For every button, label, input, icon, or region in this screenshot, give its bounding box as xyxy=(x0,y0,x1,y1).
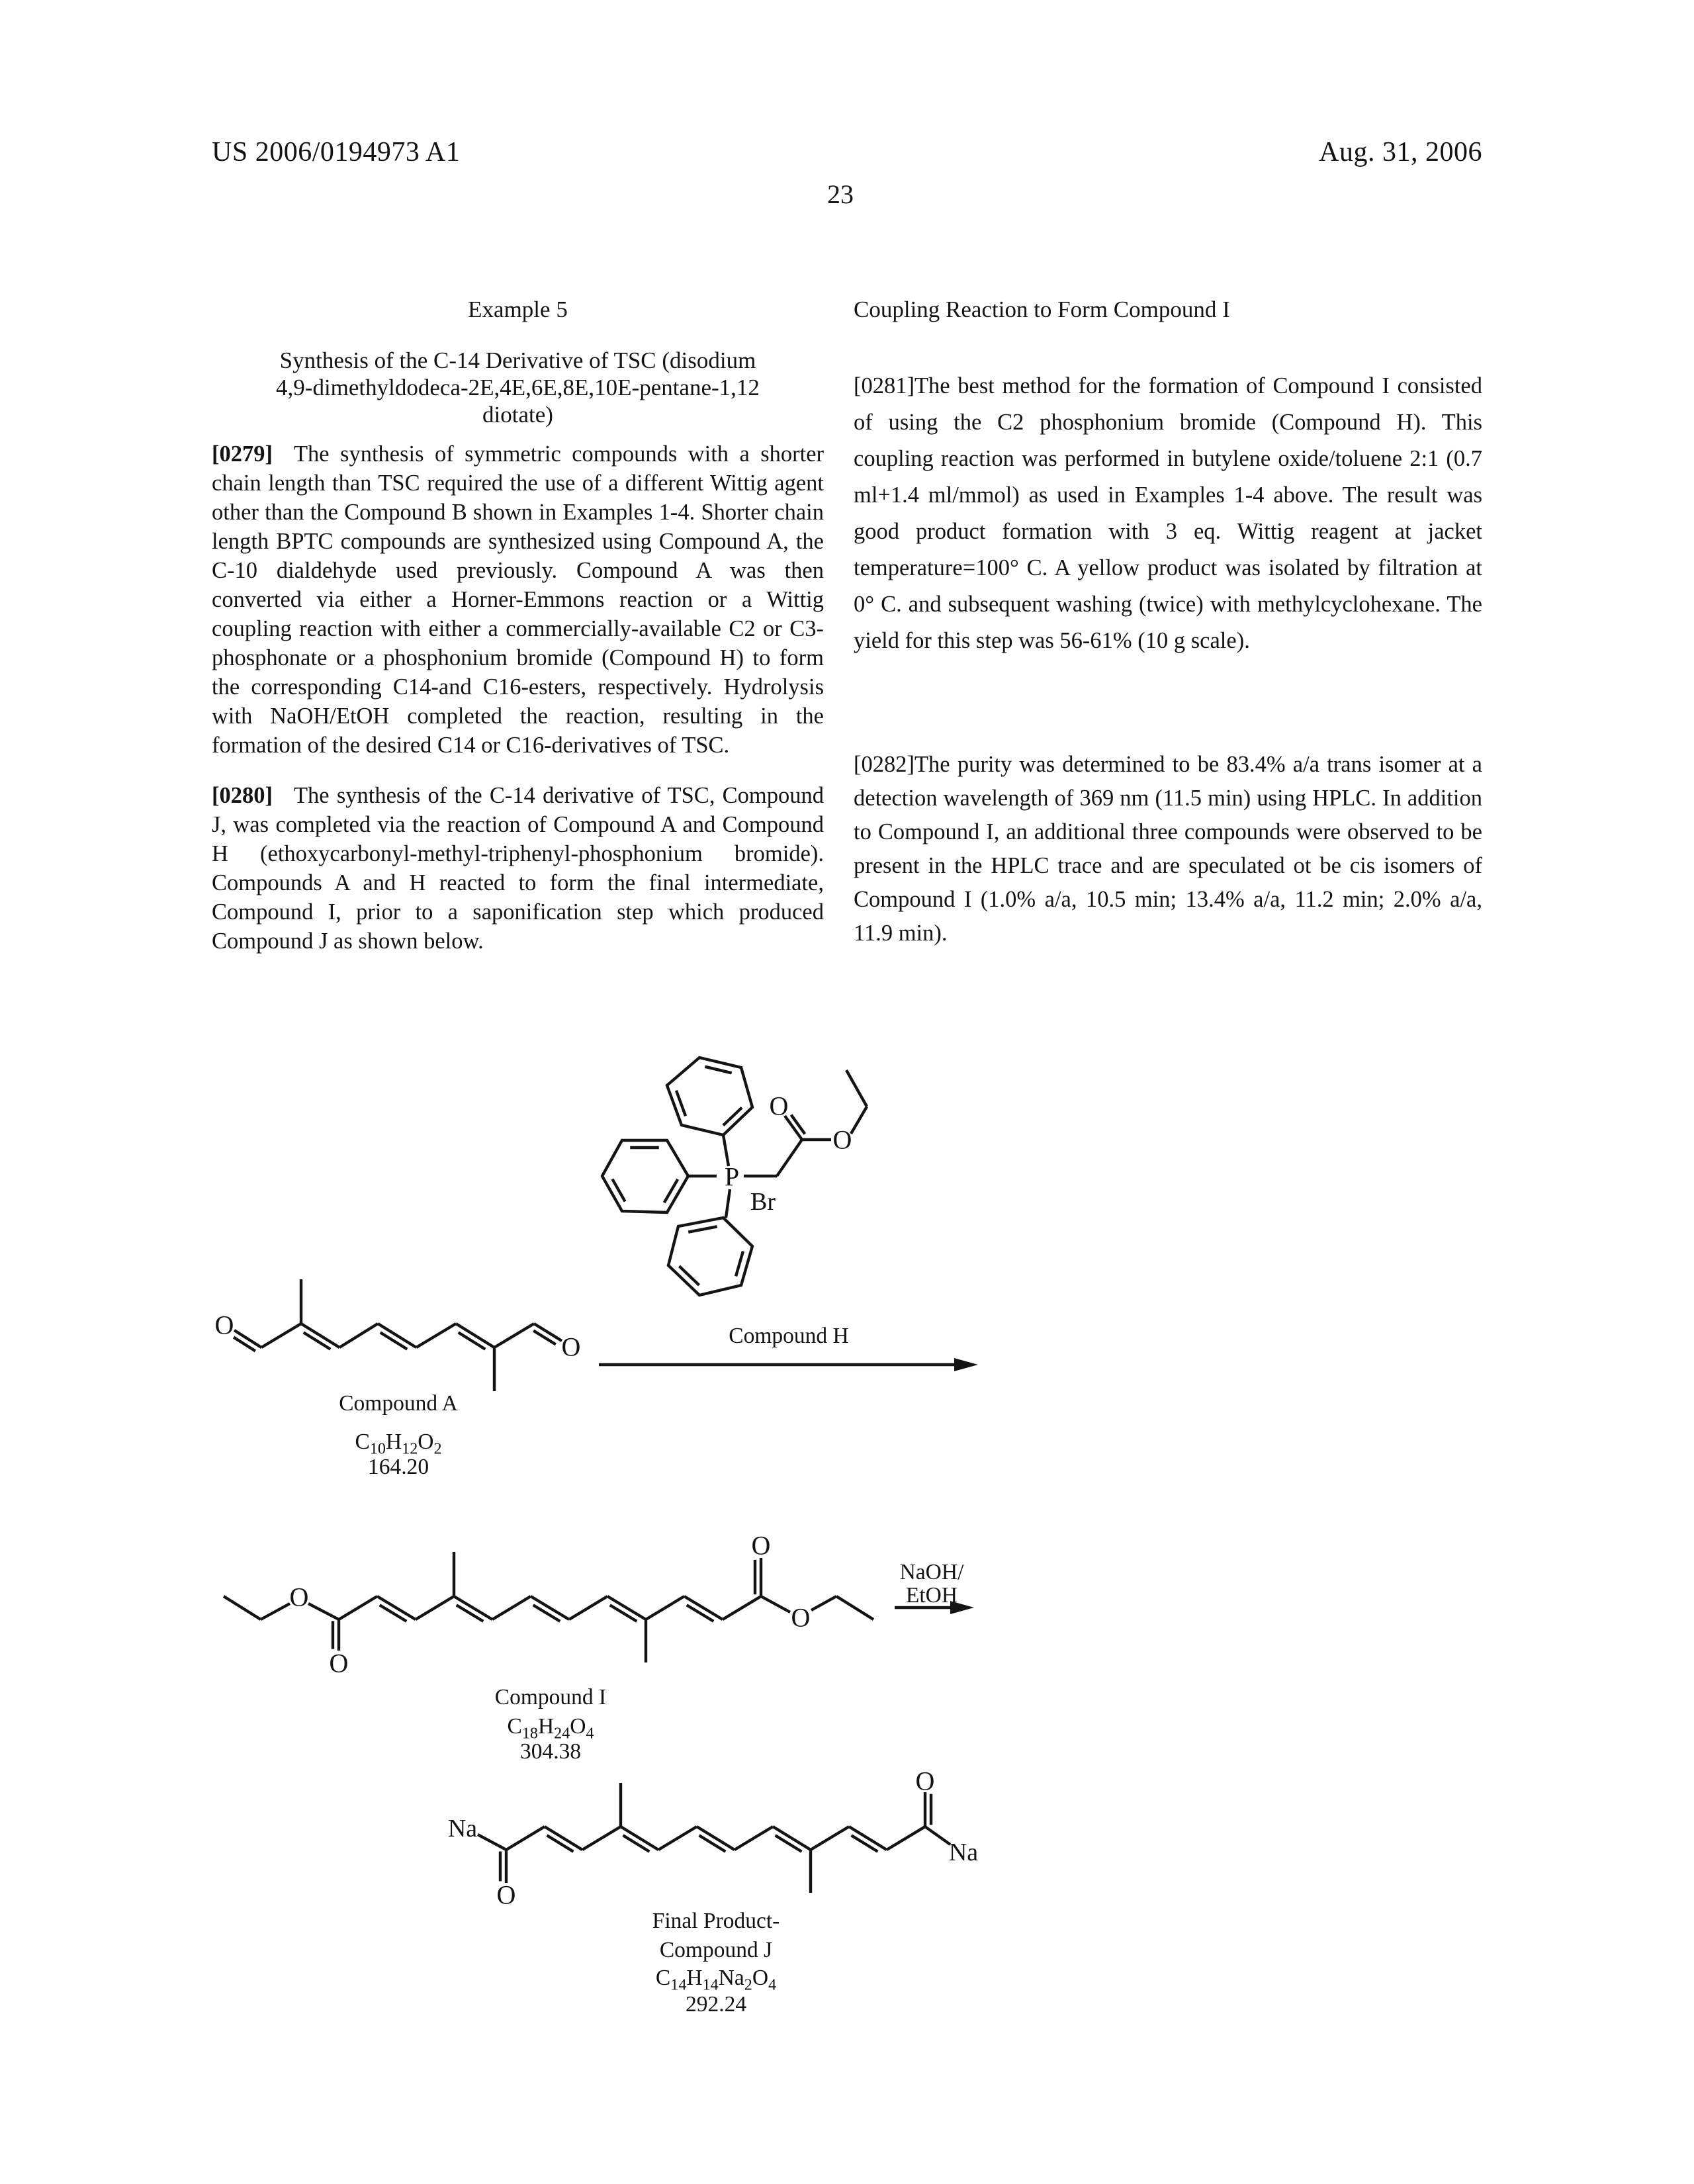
compound-a-mw: 164.20 xyxy=(367,1455,429,1479)
atom-label-phosphorus: P xyxy=(724,1161,740,1192)
page-number: 23 xyxy=(827,179,854,209)
arrow2-reagent-line1: NaOH/ xyxy=(899,1560,964,1584)
patent-number: US 2006/0194973 A1 xyxy=(212,137,461,167)
atom-label-oxygen: O xyxy=(832,1124,852,1155)
atom-label-oxygen: O xyxy=(791,1602,811,1633)
publication-date: Aug. 31, 2006 xyxy=(1319,137,1482,167)
atom-label-oxygen: O xyxy=(329,1648,349,1678)
compound-j-name-line1: Final Product- xyxy=(652,1909,780,1933)
atom-label-oxygen: O xyxy=(496,1880,516,1910)
synthesis-heading-line3: diotate) xyxy=(482,402,553,428)
compound-j-mw: 292.24 xyxy=(685,1992,747,2017)
atom-label-sodium: Na xyxy=(948,1839,979,1866)
atom-label-oxygen: O xyxy=(915,1766,935,1796)
compound-a-name: Compound A xyxy=(339,1391,458,1416)
paragraph-0282-text: The purity was determined to be 83.4% a/a trans isomer at a detection wavelength of 369 nm (11.5 min) using HPLC. In addition to Compound I, an additional three compounds were observed to be present in the HPLC trace and are speculated ot be cis isomers of Compound I (1.0% a/a, 10.5 min; 13.4% a/a, 11.2 min; 2.0% a/a, 11.9 min). xyxy=(854,752,1482,946)
example-heading: Example 5 xyxy=(468,296,568,322)
paragraph-0280-text: The synthesis of the C-14 derivative of TSC, Compound J, was completed via the reaction of Compound A and Compound H (ethoxycarbonyl-methyl-triphenyl-phosphonium bromide). Compounds A and H reacted to form the final intermediate, Compound I, prior to a saponification step which produced Compound J as shown below. xyxy=(212,783,824,954)
atom-label-bromine: Br xyxy=(750,1188,776,1216)
compound-i-mw: 304.38 xyxy=(519,1739,582,1764)
atom-label-oxygen: O xyxy=(214,1310,234,1340)
paragraph-0282-tag: [0282] xyxy=(854,752,914,777)
compound-j-name-line2: Compound J xyxy=(659,1938,773,1962)
compound-i-name: Compound I xyxy=(494,1685,607,1709)
compound-j-formula: $C_{14}H_{14}Na_2O_4$ xyxy=(655,1966,777,1994)
arrow2-reagent-line2: EtOH xyxy=(905,1583,958,1608)
paragraph-0280-tag: [0280] xyxy=(212,783,273,808)
atom-label-sodium: Na xyxy=(447,1815,478,1843)
atom-label-oxygen: O xyxy=(289,1582,309,1612)
paragraph-0279-tag: [0279] xyxy=(212,441,273,467)
arrow1-reagent-label: Compound H xyxy=(729,1324,849,1348)
atom-label-oxygen: O xyxy=(769,1091,789,1121)
synthesis-heading-line1: Synthesis of the C-14 Derivative of TSC (disodium xyxy=(279,347,756,373)
compound-i-formula: $C_{18}H_{24}O_4$ xyxy=(507,1714,594,1743)
paragraph-0279-text: The synthesis of symmetric compounds with a shorter chain length than TSC required the use of a different Wittig agent other than the Compound B shown in Examples 1-4. Shorter chain length BPTC compounds are synthesized using Compound A, the C-10 dialdehyde used previously. Compound A was then converted via either a Horner-Emmons reaction or a Wittig coupling reaction with either a commercially-available C2 or C3-phosphonate or a phosphonium bromide (Compound H) to form the corresponding C14-and C16-esters, respectively. Hydrolysis with NaOH/EtOH completed the reaction, resulting in the formation of the desired C14 or C16-derivatives of TSC. xyxy=(212,441,824,758)
paragraph-0281-tag: [0281] xyxy=(854,373,914,398)
compound-a-formula: $C_{10}H_{12}O_2$ xyxy=(355,1430,442,1458)
atom-label-oxygen: O xyxy=(561,1332,581,1362)
atom-label-oxygen: O xyxy=(751,1530,771,1561)
paragraph-0281-text: The best method for the formation of Compound I consisted of using the C2 phosphonium bromide (Compound H). This coupling reaction was performed in butylene oxide/toluene 2:1 (0.7 ml+1.4 ml/mmol) as used in Examples 1-4 above. The result was good product formation with 3 eq. Wittig reagent at jacket temperature=100° C. A yellow product was isolated by filtration at 0° C. and subsequent washing (twice) with methylcyclohexane. The yield for this step was 56-61% (10 g scale). xyxy=(854,373,1482,653)
section-heading: Coupling Reaction to Form Compound I xyxy=(854,296,1230,322)
arrow2-reagent-label xyxy=(900,1561,964,1607)
synthesis-heading-line2: 4,9-dimethyldodeca-2E,4E,6E,8E,10E-pentane-1,12 xyxy=(276,375,760,400)
